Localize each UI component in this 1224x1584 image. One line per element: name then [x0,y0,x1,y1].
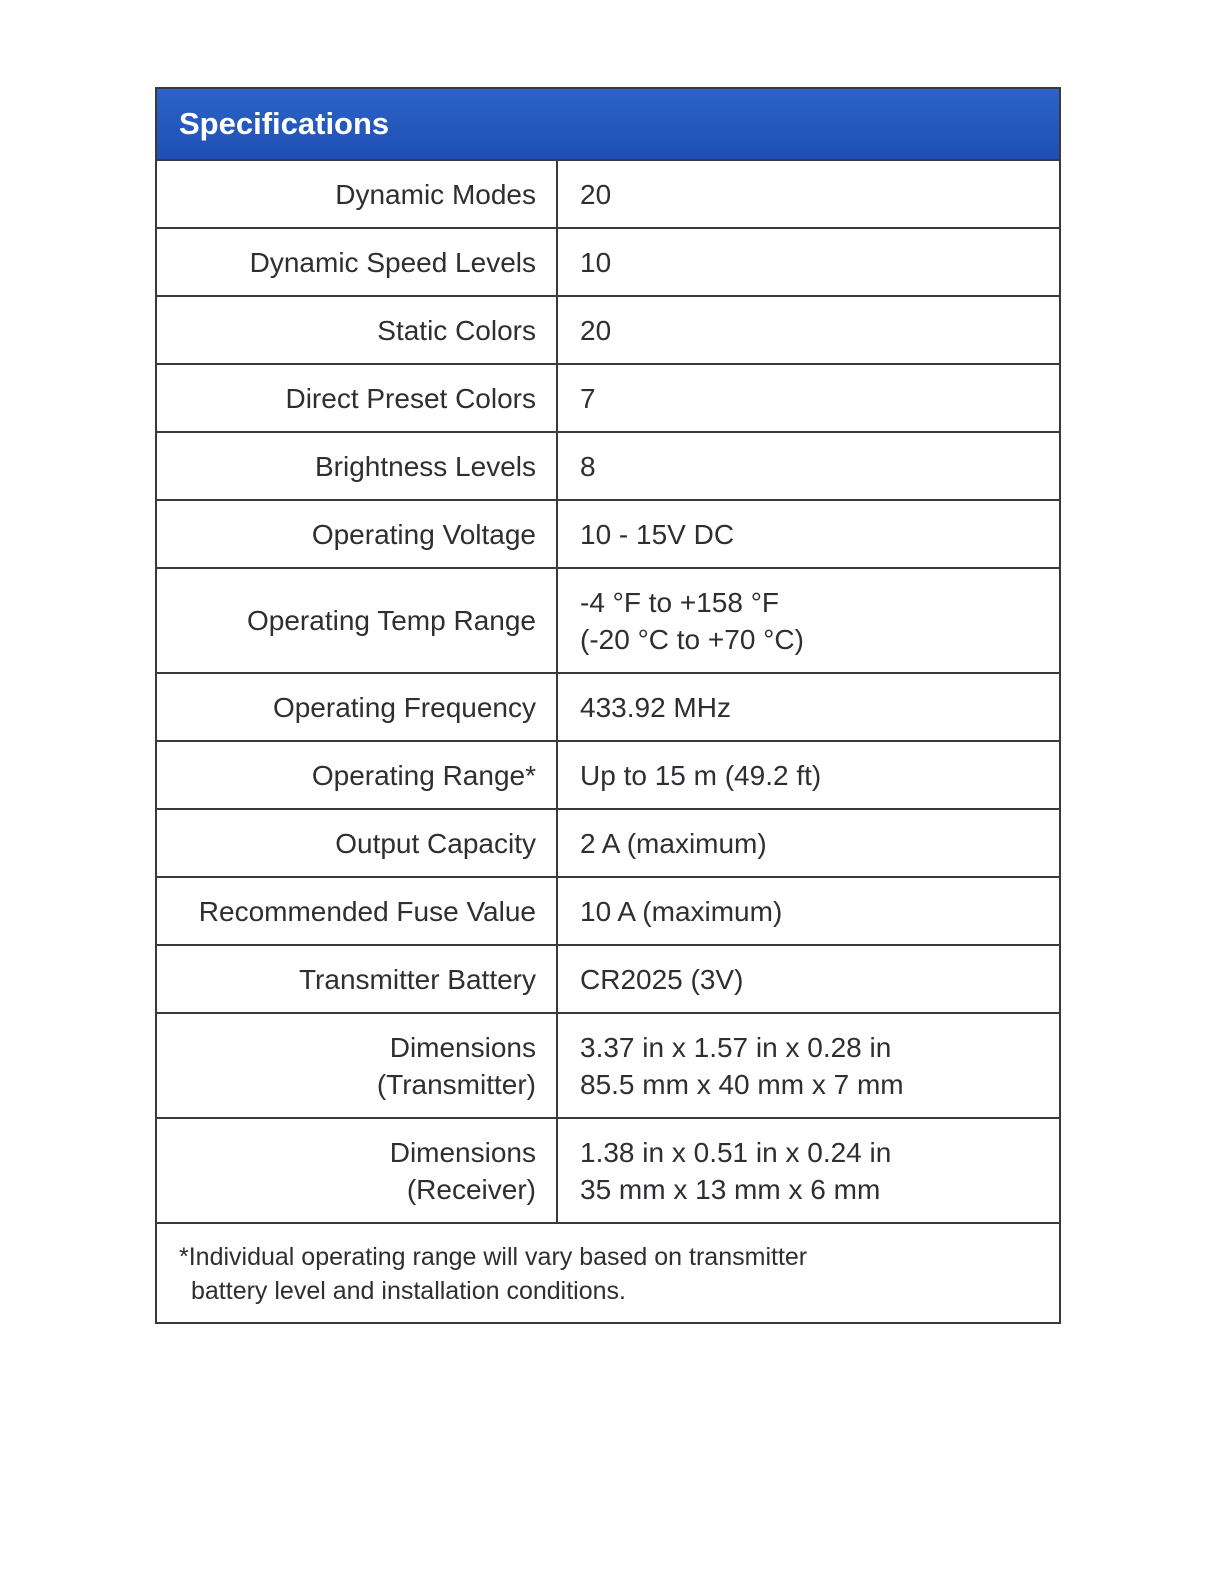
spec-label: Dynamic Modes [157,161,558,227]
table-title: Specifications [179,106,390,141]
spec-value: 20 [580,178,612,210]
spec-label: Dimensions (Transmitter) [157,1014,558,1117]
specifications-table [155,87,1061,1324]
table-header [157,89,1059,161]
spec-label: Recommended Fuse Value [157,878,558,944]
spec-label: Direct Preset Colors [157,365,558,431]
spec-value: 10 [580,246,612,278]
table-row [157,229,1059,297]
spec-value: 8 [580,450,596,482]
footnote [157,1224,1059,1322]
table-row [157,674,1059,742]
spec-value: 10 A (maximum) [580,895,783,927]
spec-value: 1.38 in x 0.51 in x 0.24 in 35 mm x 13 mm x 6 mm [580,1136,892,1205]
spec-value: CR2025 (3V) [580,963,744,995]
table-row [157,501,1059,569]
footnote-line: battery level and installation conditions. [191,1277,626,1305]
spec-value: -4 °F to +158 °F (-20 °C to +70 °C) [580,586,804,655]
spec-value: 3.37 in x 1.57 in x 0.28 in 85.5 mm x 40 mm x 7 mm [580,1031,904,1100]
table-row [157,365,1059,433]
spec-value: 7 [580,382,596,414]
spec-label: Brightness Levels [157,433,558,499]
table-row [157,569,1059,674]
table-row [157,1119,1059,1224]
spec-value: 20 [580,314,612,346]
spec-label: Transmitter Battery [157,946,558,1012]
spec-label: Static Colors [157,297,558,363]
table-row [157,297,1059,365]
table-row [157,878,1059,946]
spec-value: Up to 15 m (49.2 ft) [580,759,822,791]
spec-value: 433.92 MHz [580,691,731,723]
table-row [157,1014,1059,1119]
table-row [157,810,1059,878]
table-row [157,946,1059,1014]
spec-label: Operating Temp Range [157,569,558,672]
table-row [157,433,1059,501]
spec-label: Output Capacity [157,810,558,876]
spec-label: Operating Range* [157,742,558,808]
spec-label: Dynamic Speed Levels [157,229,558,295]
spec-value: 10 - 15V DC [580,518,735,550]
spec-label: Dimensions (Receiver) [157,1119,558,1222]
spec-label: Operating Frequency [157,674,558,740]
footnote-line: *Individual operating range will vary based on transmitter [179,1243,808,1271]
table-row [157,161,1059,229]
spec-value: 2 A (maximum) [580,827,767,859]
spec-label: Operating Voltage [157,501,558,567]
table-row [157,742,1059,810]
